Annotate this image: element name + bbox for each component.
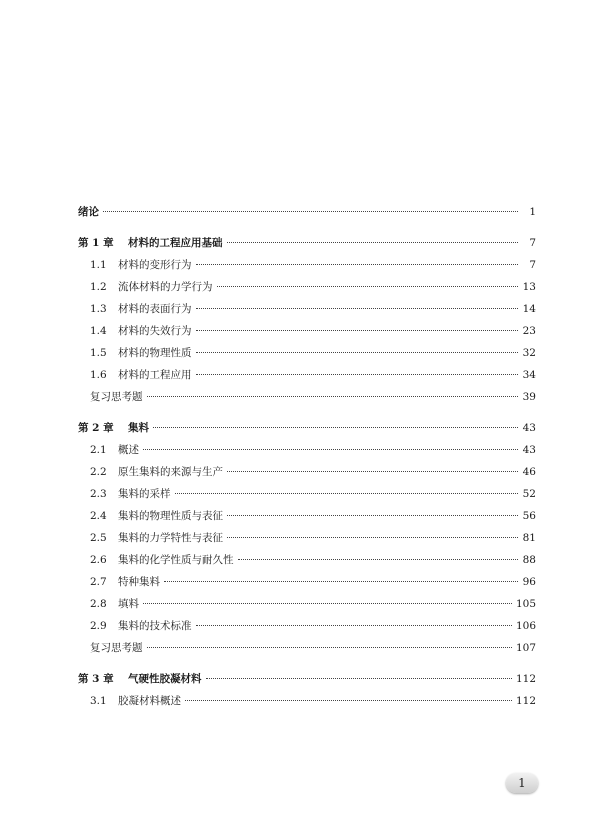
section-number: 2.5 [90, 532, 107, 544]
section-page: 96 [522, 576, 536, 588]
dot-leader [196, 625, 512, 626]
dot-leader [147, 396, 519, 397]
section-page: 106 [515, 620, 536, 632]
dot-leader [153, 427, 518, 428]
section-title: 集料的物理性质与表征 [118, 510, 223, 522]
section-number: 1.4 [90, 325, 107, 337]
section-page: 32 [522, 347, 536, 359]
section-page: 56 [522, 510, 536, 522]
section-page: 81 [522, 532, 536, 544]
dot-leader [143, 603, 512, 604]
dot-leader [196, 352, 519, 353]
section-number: 2.3 [90, 488, 107, 500]
section-number: 1.5 [90, 347, 107, 359]
toc-section-2-3[interactable] [78, 483, 536, 505]
toc-section-2-5[interactable] [78, 527, 536, 549]
section-number: 2.7 [90, 576, 107, 588]
dot-leader [147, 647, 512, 648]
section-title: 胶凝材料概述 [118, 695, 181, 707]
section-title: 集料的采样 [118, 488, 171, 500]
dot-leader [227, 537, 518, 538]
toc-section-1-2[interactable] [78, 276, 536, 298]
chapter-title: 集料 [128, 422, 149, 434]
dot-leader [196, 330, 519, 331]
section-title: 原生集料的来源与生产 [118, 466, 223, 478]
review-page: 107 [515, 642, 536, 654]
toc-chapter-2[interactable] [78, 417, 536, 439]
toc-section-2-2[interactable] [78, 461, 536, 483]
section-page: 34 [522, 369, 536, 381]
page-number-badge: 1 [506, 773, 538, 793]
section-number: 1.6 [90, 369, 107, 381]
section-page: 52 [522, 488, 536, 500]
toc-intro-title: 绪论 [78, 206, 99, 218]
dot-leader [227, 471, 518, 472]
toc-section-1-1[interactable] [78, 254, 536, 276]
dot-leader [196, 374, 519, 375]
section-page: 112 [515, 695, 536, 707]
dot-leader [196, 264, 519, 265]
dot-leader [238, 559, 519, 560]
section-number: 1.3 [90, 303, 107, 315]
toc-section-2-8[interactable] [78, 593, 536, 615]
section-title: 材料的表面行为 [118, 303, 192, 315]
section-title: 集料的技术标准 [118, 620, 192, 632]
dot-leader [196, 308, 519, 309]
section-page: 7 [529, 259, 536, 271]
section-page: 43 [522, 444, 536, 456]
section-title: 材料的物理性质 [118, 347, 192, 359]
review-title: 复习思考题 [90, 642, 143, 654]
table-of-contents [78, 201, 536, 712]
toc-section-2-4[interactable] [78, 505, 536, 527]
chapter-page: 112 [515, 673, 536, 685]
chapter-number: 第 2 章 [78, 422, 114, 434]
dot-leader [217, 286, 519, 287]
section-page: 46 [522, 466, 536, 478]
chapter-title: 气硬性胶凝材料 [128, 673, 202, 685]
section-number: 2.9 [90, 620, 107, 632]
section-title: 特种集料 [118, 576, 160, 588]
toc-section-2-6[interactable] [78, 549, 536, 571]
chapter-number: 第 3 章 [78, 673, 114, 685]
toc-chapter-1[interactable] [78, 232, 536, 254]
section-title: 材料的工程应用 [118, 369, 192, 381]
toc-intro-page: 1 [529, 206, 536, 218]
section-number: 2.2 [90, 466, 107, 478]
review-page: 39 [522, 391, 536, 403]
chapter-title: 材料的工程应用基础 [128, 237, 223, 249]
section-title: 材料的变形行为 [118, 259, 192, 271]
toc-intro[interactable] [78, 201, 536, 223]
section-title: 集料的化学性质与耐久性 [118, 554, 234, 566]
dot-leader [143, 449, 518, 450]
section-title: 流体材料的力学行为 [118, 281, 213, 293]
dot-leader [103, 211, 518, 212]
section-number: 1.2 [90, 281, 107, 293]
toc-section-1-5[interactable] [78, 342, 536, 364]
section-number: 2.1 [90, 444, 107, 456]
toc-section-3-1[interactable] [78, 690, 536, 712]
chapter-page: 43 [522, 422, 536, 434]
section-number: 1.1 [90, 259, 107, 271]
chapter-page: 7 [529, 237, 536, 249]
toc-section-1-4[interactable] [78, 320, 536, 342]
section-page: 23 [522, 325, 536, 337]
toc-review-2[interactable] [78, 637, 536, 659]
toc-section-2-7[interactable] [78, 571, 536, 593]
section-page: 88 [522, 554, 536, 566]
section-title: 填料 [118, 598, 139, 610]
section-title: 材料的失效行为 [118, 325, 192, 337]
toc-chapter-3[interactable] [78, 668, 536, 690]
toc-review-1[interactable] [78, 386, 536, 408]
toc-section-1-3[interactable] [78, 298, 536, 320]
section-number: 2.4 [90, 510, 107, 522]
dot-leader [185, 700, 512, 701]
section-number: 2.6 [90, 554, 107, 566]
section-number: 3.1 [90, 695, 107, 707]
section-title: 概述 [118, 444, 139, 456]
toc-section-2-1[interactable] [78, 439, 536, 461]
section-number: 2.8 [90, 598, 107, 610]
dot-leader [164, 581, 518, 582]
toc-section-1-6[interactable] [78, 364, 536, 386]
dot-leader [206, 678, 512, 679]
dot-leader [227, 242, 519, 243]
review-title: 复习思考题 [90, 391, 143, 403]
chapter-number: 第 1 章 [78, 237, 114, 249]
dot-leader [175, 493, 519, 494]
section-title: 集料的力学特性与表征 [118, 532, 223, 544]
section-page: 105 [515, 598, 536, 610]
section-page: 14 [522, 303, 536, 315]
toc-section-2-9[interactable] [78, 615, 536, 637]
dot-leader [227, 515, 518, 516]
section-page: 13 [522, 281, 536, 293]
